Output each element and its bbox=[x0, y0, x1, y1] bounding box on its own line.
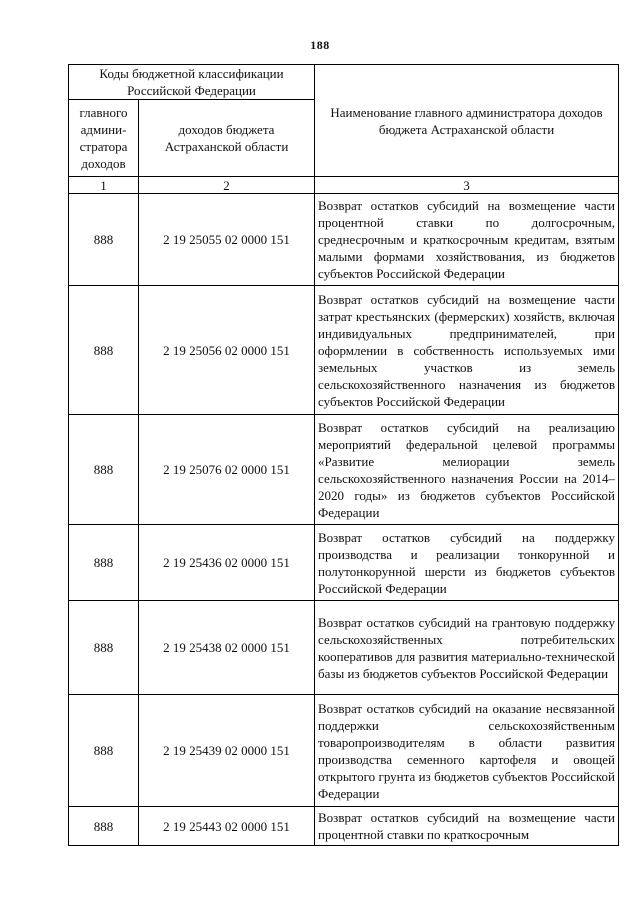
column-number-2: 2 bbox=[139, 177, 315, 194]
description-cell: Возврат остатков субсидий на возмещение части затрат крестьянских (фермерских) хозяйств, включая индивидуальных предпринимателей, при оформлении в собственность используемых ими земельных участков из земель сельскохозяйственного назначения из бюджетов субъектов Российской Федерации bbox=[315, 286, 619, 415]
admin-code-cell: 888 bbox=[69, 194, 139, 286]
description-cell: Возврат остатков субсидий на грантовую поддержку сельскохозяйственных потребительских кооперативов для развития материально-технической базы из бюджетов субъектов Российской Федерации bbox=[315, 601, 619, 695]
table-row bbox=[69, 286, 619, 415]
admin-code-cell: 888 bbox=[69, 525, 139, 601]
header-budget-codes: Коды бюджетной классификации Российской Федерации bbox=[69, 65, 315, 100]
header-region-income: доходов бюджета Астраханской области bbox=[139, 100, 315, 177]
column-number-1: 1 bbox=[69, 177, 139, 194]
column-number-3: 3 bbox=[315, 177, 619, 194]
column-number-row bbox=[69, 177, 619, 194]
admin-code-cell: 888 bbox=[69, 807, 139, 846]
budget-classification-table bbox=[68, 64, 619, 846]
admin-code-cell: 888 bbox=[69, 415, 139, 525]
table-row bbox=[69, 601, 619, 695]
header-main-administrator: главного админи-стратора доходов bbox=[69, 100, 139, 177]
table-row bbox=[69, 415, 619, 525]
budget-code-cell: 2 19 25055 02 0000 151 bbox=[139, 194, 315, 286]
table-row bbox=[69, 807, 619, 846]
budget-code-cell: 2 19 25056 02 0000 151 bbox=[139, 286, 315, 415]
admin-code-cell: 888 bbox=[69, 695, 139, 807]
budget-code-cell: 2 19 25443 02 0000 151 bbox=[139, 807, 315, 846]
header-administrator-name: Наименование главного администратора доходов бюджета Астраханской области bbox=[315, 65, 619, 177]
description-cell: Возврат остатков субсидий на возмещение части процентной ставки по краткосрочным bbox=[315, 807, 619, 846]
budget-code-cell: 2 19 25436 02 0000 151 bbox=[139, 525, 315, 601]
budget-code-cell: 2 19 25076 02 0000 151 bbox=[139, 415, 315, 525]
table-header-row bbox=[69, 65, 619, 100]
page-number: 188 bbox=[310, 38, 330, 52]
admin-code-cell: 888 bbox=[69, 601, 139, 695]
table-row bbox=[69, 525, 619, 601]
description-cell: Возврат остатков субсидий на реализацию мероприятий федеральной целевой программы «Развитие мелиорации земель сельскохозяйственного назначения России на 2014–2020 годы» из бюджетов субъектов Российской Федерации bbox=[315, 415, 619, 525]
table-row bbox=[69, 695, 619, 807]
budget-code-cell: 2 19 25439 02 0000 151 bbox=[139, 695, 315, 807]
budget-code-cell: 2 19 25438 02 0000 151 bbox=[139, 601, 315, 695]
table-row bbox=[69, 194, 619, 286]
admin-code-cell: 888 bbox=[69, 286, 139, 415]
description-cell: Возврат остатков субсидий на возмещение части процентной ставки по долгосрочным, среднесрочным и краткосрочным кредитам, взятым малыми формами хозяйствования, из бюджетов субъектов Российской Федерации bbox=[315, 194, 619, 286]
description-cell: Возврат остатков субсидий на оказание несвязанной поддержки сельскохозяйственным товаропроизводителям в области развития производства семенного картофеля и овощей открытого грунта из бюджетов субъектов Российской Федерации bbox=[315, 695, 619, 807]
description-cell: Возврат остатков субсидий на поддержку производства и реализации тонкорунной и полутонкорунной шерсти из бюджетов субъектов Российской Федерации bbox=[315, 525, 619, 601]
